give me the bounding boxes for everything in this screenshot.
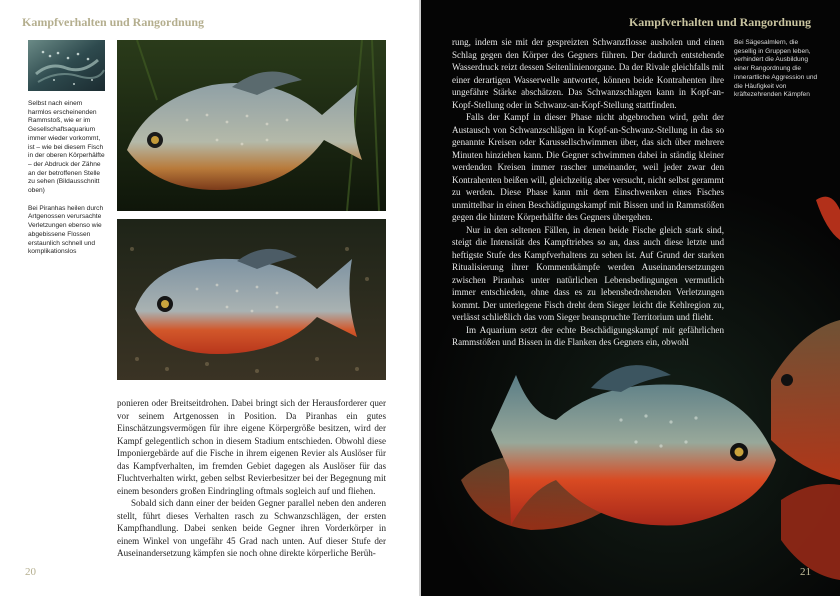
paragraph: rung, indem sie mit der gespreizten Schwanzflosse ausholen und einen Schlag gegen den Körper des Gegners führen. Der dadurch entstehende Wasserdruck reizt dessen Seitenlinienorgane. Da der Rivale gleichfalls mit einer derartigen Wasserwelle antwortet, können beide Kontrahenten ihre ungefähre Stärke abschätzen. Das Schwanzschlagen kann in Kopf-an-Kopf-Stellung oder in Schwanz-an-Kopf-Stellung stattfinden.: [452, 37, 724, 110]
body-text-left: [117, 397, 386, 560]
paragraph: Im Aquarium setzt der echte Beschädigungskampf mit gefährlichen Rammstößen und Bissen in die Flanken des Gegners ein, obwohl: [452, 324, 724, 347]
right-page: [421, 0, 840, 596]
running-header-left: Kampfverhalten und Rangordnung: [22, 15, 205, 29]
caption-bite-mark: [28, 100, 106, 266]
page-number-right: 21: [800, 566, 811, 578]
paragraph: Nur in den seltenen Fällen, in denen beide Fische gleich stark sind, steigt die Intensität des Kampftriebes so an, dass auch diese letzte und heftigste Stufe des Kampfverhaltens zu sehen ist. Auf Grund der starken Ritualisierung ihrer Kommentkämpfe werden Auseinandersetzungen zwischen Piranhas unter natürlichen Lebensbedingungen vermutlich immer entschieden, ohne dass es zu lebensbedrohenden Verletzungen kommt. Der unterlegene Fisch dreht dem Sieger leicht die Kehlregion zu, verlässt schließlich das vom Sieger beanspruchte Territorium und flieht.: [452, 224, 724, 322]
paragraph: Falls der Kampf in dieser Phase nicht abgebrochen wird, geht der Austausch von Schwanzschlägen in Kopf-an-Schwanz-Stellung in das so genannte Kreisen oder Karussellschwimmen über, das sich über mehrere Minuten hinziehen kann. Die Gegner schwimmen dabei in ständig kleiner werdenden Kreisen immer rascher umeinander, weil jeder zwar den Kontrahenten beißen will, gleichzeitig aber versucht, nicht selbst gerammt zu werden. Diese Phase kann mit dem Einschwenken eines Fisches unmittelbar in einen Beschädigungskampf mit Bissen und in Rammstößen gegen die hintere Körperhälfte des Gegners übergehen.: [452, 112, 724, 222]
running-header-right: Kampfverhalten und Rangordnung: [628, 15, 811, 29]
page-number-left: 20: [25, 566, 36, 578]
paragraph: ponieren oder Breitseitdrohen. Dabei bringt sich der Herausforderer quer vor seinem Artgenossen in Position. Da Piranhas ein gutes Einschätzungsvermögen für ihre eigene Körpergröße besitzen, wird der Kampf gelegentlich schon in diesem Stadium entschieden. Obwohl diese Imponiergebärde auf die Fische in ihrem eigenen Revier als Auslöser für das Kampfverhalten, im fremden Gebiet dagegen als Auslöser für das Fluchtverhalten wirkt, geben selbst Revierbesitzer bei der Begegnung mit einem besonders großen Eindringling oftmals sogleich auf und fliehen.: [117, 398, 386, 496]
caption-saegesalmler: Bei Sägesalmlern, die gesellig in Gruppen leben, verhindert die Ausbildung einer Rangordnung die innerartliche Aggression und die Häufigkeit von kräftezehrenden Kämpfen: [734, 39, 818, 99]
photo-piranha-top: [117, 40, 386, 211]
caption-text: Selbst nach einem harmlos erscheinenden Rammstoß, wie er im Gesellschaftsaquarium immer wieder vorkommt, ist – wie bei diesem Fisch in der oberen Körperhälfte – der Abdruck der Zähne an der betroffenen Stelle zu sehen (Bildausschnitt oben): [28, 100, 105, 195]
caption-text: Bei Piranhas heilen durch Artgenossen verursachte Verletzungen ebenso wie abgebissene Flossen erstaunlich schnell und komplikationslos: [28, 204, 104, 256]
photo-piranha-bottom: [117, 219, 386, 380]
body-text-right: [452, 36, 724, 349]
left-page: [0, 0, 419, 596]
paragraph: Sobald sich dann einer der beiden Gegner parallel neben den anderen stellt, führt dieses Verhalten rasch zu Schwanzschlägen, der ersten Kampfhandlung. Dabei senken beide Gegner ihren Vorderkörper in einem Winkel von ungefähr 45 Grad nach unten. Auf dieser Stufe der Auseinandersetzung kämpfen sie noch ohne direkte körperliche Berüh-: [117, 498, 386, 558]
inset-photo-bite-mark: [28, 40, 105, 91]
